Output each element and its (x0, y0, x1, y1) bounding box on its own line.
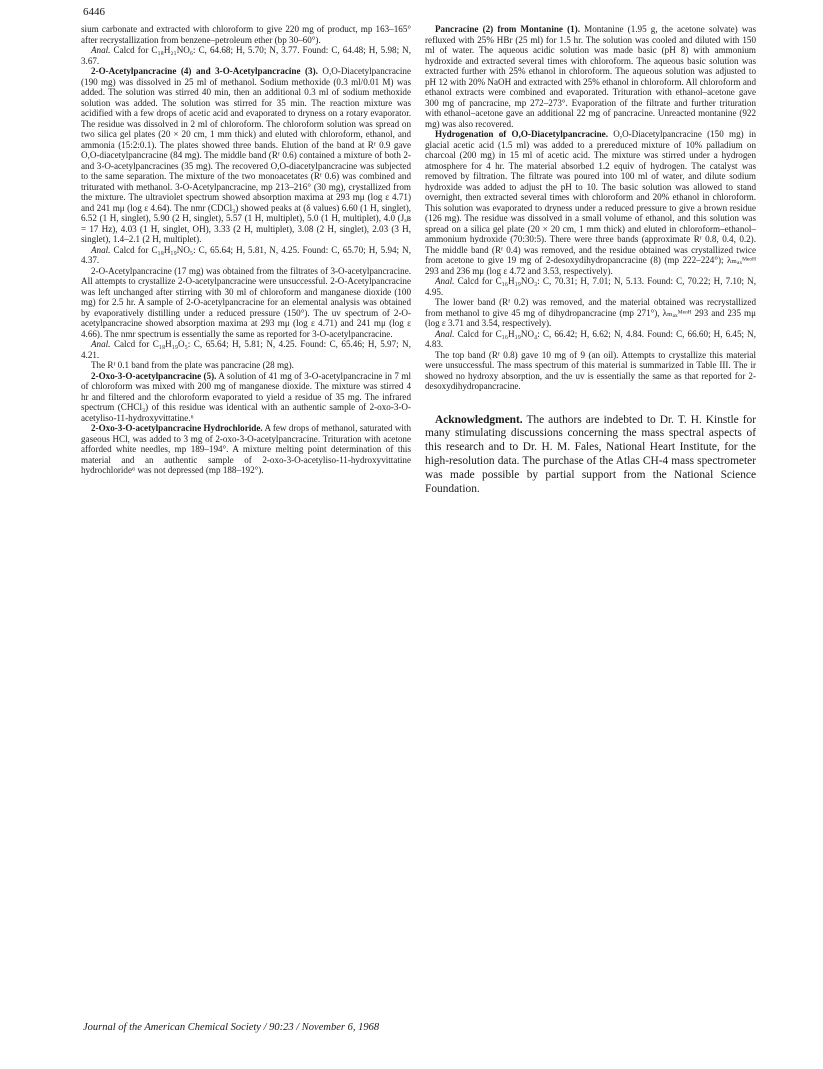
paragraph: Anal. Calcd for C₁₈H₁₉O₅: C, 65.64; H, 5.81; N, 4.25. Found: C, 65.46; H, 5.97; N, 4.21. (81, 339, 411, 360)
paragraph: 2-O-Acetylpancracine (4) and 3-O-Acetylpancracine (3). O,O-Diacetylpancracine (190 mg) was dissolved in 25 ml of methanol. Sodium methoxide (0.3 ml/0.01 M) was added. The solution was stirred 40 min, then an additional 0.3 ml of sodium methoxide solution was added. The solution was stirred for 35 min. The reaction mixture was acidified with a few drops of acetic acid and evaporated to dryness on a rotary evaporator. The residue was dissolved in 2 ml of chloroform. The chloroform solution was spread on two silica gel plates (20 × 20 cm, 1 mm thick) and eluted with chloroform, ethanol, and ammonia (15:2:0.1). The plates showed three bands. Elution of the band at Rᶠ 0.9 gave O,O-diacetylpancracine (84 mg). The middle band (Rᶠ 0.6) contained a mixture of both 2- and 3-O-acetylpancracines (35 mg). The recovered O,O-diacetylpancracine was subjected to the same separation. The mixture of the two monoacetates (Rᶠ 0.6) was combined and triturated with methanol. 3-O-Acetylpancracine, mp 213–216° (30 mg), crystallized from the mixture. The ultraviolet spectrum showed absorption maxima at 293 mμ (log ε 4.71) and 241 mμ (log ε 4.64). The nmr (CDCl₃) showed peaks at (δ values) 6.60 (1 H, singlet), 6.52 (1 H, singlet), 5.90 (2 H, singlet), 5.57 (1 H, multiplet), 5.0 (1 H, multiplet), 4.0 (Jₐʙ = 17 Hz), 4.03 (1 H, singlet, OH), 3.33 (2 H, multiplet), 3.08 (2 H, singlet), 2.03 (3 H, singlet), 1.4–2.1 (2 H, multiplet). (81, 66, 411, 244)
paragraph: sium carbonate and extracted with chloroform to give 220 mg of product, mp 163–165° after recrystallization from benzene–petroleum ether (bp 30–60°). (81, 24, 411, 45)
paragraph: 2-Oxo-3-O-acetylpancracine Hydrochloride. A few drops of methanol, saturated with gaseous HCl, was added to 3 mg of 2-oxo-3-O-acetylpancracine. Trituration with acetone afforded white needles, mp 189–194°. A mixture melting point determination of this material and an authentic sample of 2-oxo-3-O-acetyliso-11-hydroxyvittatine hydrochloride⁶ was not depressed (mp 188–192°). (81, 423, 412, 475)
acknowledgment-heading: Acknowledgment. (435, 413, 523, 426)
acknowledgment: Acknowledgment. The authors are indebted to Dr. T. H. Kinstle for many stimulating discussions concerning the mass spectral aspects of this research and to Dr. H. M. Fales, National Heart Institute, for the high-resolution data. The purchase of the Atlas CH-4 mass spectrometer was made possible by partial support from the National Science Foundation. (425, 413, 756, 496)
paragraph: Anal. Calcd for C₁₆H₁₉NO₃: C, 70.31; H, 7.01; N, 5.13. Found: C, 70.22; H, 7.10; N, 4.95. (425, 276, 756, 297)
paragraph: The lower band (Rᶠ 0.2) was removed, and the material obtained was recrystallized from methanol to give 45 mg of dihydropancracine (mp 271°), λₘₐₓᴹᵉᵒᴴ 293 and 235 mμ (log ε 3.71 and 3.54, respectively). (425, 297, 756, 328)
paragraph: Anal. Calcd for C₁₈H₁₉NO₅: C, 65.64; H, 5.81, N, 4.25. Found: C, 65.70; H, 5.94; N, 4.37. (81, 244, 411, 265)
journal-footer: Journal of the American Chemical Society / 90:23 / November 6, 1968 (83, 1022, 380, 1033)
right-column (425, 24, 756, 508)
paragraph: Hydrogenation of O,O-Diacetylpancracine. O,O-Diacetylpancracine (150 mg) in glacial acetic acid (1.5 ml) was added to a prereduced mixture of 10% palladium on charcoal (200 mg) in 15 ml of acetic acid. The mixture was stirred under a hydrogen atmosphere for 4 hr. The material absorbed 1.2 equiv of hydrogen. The catalyst was removed by filtration. The filtrate was poured into 100 ml of water, and dilute sodium hydroxide was added to adjust the pH to 10. The basic solution was allowed to stand overnight, then extracted several times with chloroform and 20% ethanol in chloroform. This solution was evaporated to dryness under a reduced pressure to give a brown residue (126 mg). The residue was dissolved in a small volume of ethanol, and this solution was spread on a silica gel plate (20 × 20 cm, 1 mm thick) and eluted in chloroform–ethanol–ammonium hydroxide (70:30:5). There were three bands (approximate Rᶠ 0.8, 0.4, 0.2). The middle band (Rᶠ 0.4) was removed, and the residue obtained was crystallized twice from acetone to give 19 mg of 2-desoxydihydropancracine (8) (mp 222–224°); λₘₐₓᴹᵉᵒᴴ 293 and 236 mμ (log ε 4.72 and 3.53, respectively). (425, 129, 756, 276)
paragraph: Anal. Calcd for C₁₈H₂₁NO₆: C, 64.68; H, 5.70; N, 3.77. Found: C, 64.48; H, 5.98; N, 3.67. (81, 45, 411, 66)
paragraph: The top band (Rᶠ 0.8) gave 10 mg of 9 (an oil). Attempts to crystallize this material were unsuccessful. The mass spectrum of this material is summarized in Table III. The ir showed no hydroxy absorption, and the uv is essentially the same as that reported for 2-desoxydihydropancracine. (425, 349, 756, 391)
paragraph: 2-O-Acetylpancracine (17 mg) was obtained from the filtrates of 3-O-acetylpancracine. All attempts to crystallize 2-O-acetylpancracine were unsuccessful. 2-O-Acetylpancracine was left unchanged after stirring with 30 ml of chloroform and manganese dioxide (100 mg) for 2.5 hr. A sample of 2-O-acetylpancracine for an elemental analysis was obtained by evaporatively distilling under a reduced pressure (150°). The uv spectrum of 2-O-acetylpancracine showed absorption maxima at 293 mμ (log ε 4.71) and 241 mμ (log ε 4.66). The nmr spectrum is essentially the same as reported for 3-O-acetylpancracine. (81, 265, 411, 339)
paragraph: The Rᶠ 0.1 band from the plate was pancracine (28 mg). (91, 360, 294, 370)
paragraph: Anal. Calcd for C₁₆H₁₉NO₄: C, 66.42; H, 6.62; N, 4.84. Found: C, 66.60; H, 6.45; N, 4.83. (425, 328, 756, 349)
page-number: 6446 (83, 6, 105, 18)
paragraph: 2-Oxo-3-O-acetylpancracine (5). A solution of 41 mg of 3-O-acetylpancracine in 7 ml of chloroform was mixed with 200 mg of manganese dioxide. The mixture was stirred 4 hr and filtered and the chloroform evaporated to yield a residue of 35 mg. The infrared spectrum (CHCl₃) of this residue was identical with an authentic sample of 2-oxo-3-O-acetyliso-11-hydroxyvittatine.⁶ (81, 370, 411, 423)
paragraph: Pancracine (2) from Montanine (1). Montanine (1.95 g, the acetone solvate) was refluxed with 25% HBr (25 ml) for 1.5 hr. The solution was cooled and diluted with 150 ml of water. The aqueous acidic solution was made basic (pH 8) with ammonium hydroxide and extracted several times with chloroform. The aqueous basic solution was extracted further with 25% ethanol in chloroform. The aqueous solution was adjusted to pH 12 with 20% NaOH and extracted with 25% ethanol in chloroform. All chloroform and ethanol extracts were combined and evaporated. Trituration with ethanol–acetone gave 300 mg of pancracine, mp 272–273°. Evaporation of the filtrate and further trituration with ethanol–acetone gave an additional 22 mg of pancracine. Unreacted montanine (922 mg) was also recovered. (425, 24, 756, 129)
left-column (81, 24, 411, 476)
